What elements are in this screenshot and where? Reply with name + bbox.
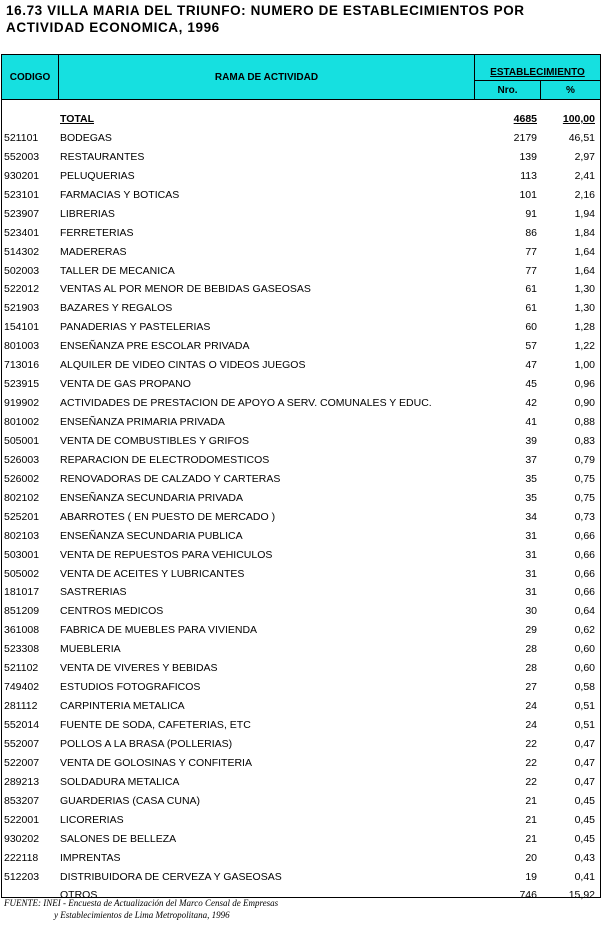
row-codigo: 521102 [4,662,39,675]
row-codigo: 521101 [4,131,39,144]
row-nro: 29 [525,624,537,637]
table-header [1,54,601,100]
header-establecimiento [475,55,600,81]
header-establecimiento-label: ESTABLECIMIENTO [490,67,585,78]
table-row [1,262,601,281]
row-pct: 1,28 [574,321,595,334]
row-nro: 31 [525,529,537,542]
row-codigo: 289213 [4,775,40,788]
row-codigo: 502003 [4,264,40,277]
row-codigo: 523401 [4,226,40,239]
table-row [1,716,601,735]
row-pct: 2,41 [574,169,595,182]
table-row [1,356,601,375]
row-codigo: 523915 [4,378,40,391]
row-pct: 46,51 [568,131,595,144]
table-row [1,470,601,489]
row-actividad: IMPRENTAS [60,851,121,864]
row-codigo: 154101 [4,321,40,334]
header-rama-actividad: RAMA DE ACTIVIDAD [59,55,475,99]
row-actividad: ENSEÑANZA PRIMARIA PRIVADA [60,416,225,428]
row-actividad: MUEBLERIA [60,643,121,656]
row-pct: 1,00 [574,359,595,372]
row-actividad: ESTUDIOS FOTOGRAFICOS [60,681,201,694]
row-actividad: TALLER DE MECANICA [60,264,175,277]
table-row [1,337,601,356]
table-body [1,110,601,905]
row-pct: 1,30 [574,283,595,296]
table-row [1,773,601,792]
row-codigo: 802103 [4,529,40,542]
row-nro: 47 [525,359,537,372]
row-pct: 0,45 [574,832,595,845]
row-pct: 1,64 [574,264,595,277]
row-nro: 61 [525,302,537,315]
source-line-1: FUENTE: INEI - Encuesta de Actualización del Marco Censal de Empresas [4,898,279,908]
row-actividad: ENSEÑANZA SECUNDARIA PRIVADA [60,491,244,504]
row-pct: 0,88 [574,416,595,428]
row-codigo: 526002 [4,472,40,485]
table-row [1,849,601,868]
row-codigo: 801002 [4,416,40,428]
table-row [1,243,601,262]
table-row [1,811,601,830]
row-codigo: 851209 [4,605,40,618]
table-row [1,565,601,584]
row-nro: 39 [525,434,537,447]
row-nro: 139 [519,150,537,163]
row-actividad: VENTA DE ACEITES Y LUBRICANTES [60,567,245,580]
row-actividad: OTROS [60,889,98,902]
row-codigo: 503001 [4,548,40,561]
row-nro: 42 [525,397,537,410]
table-row [1,659,601,678]
row-pct: 0,58 [574,681,595,694]
row-pct: 0,66 [574,567,595,580]
table-row [1,868,601,887]
row-actividad: RESTAURANTES [60,150,145,163]
row-codigo: 919902 [4,397,40,410]
row-nro: 22 [525,775,537,788]
row-nro: 60 [525,321,537,334]
row-actividad: ABARROTES ( EN PUESTO DE MERCADO ) [60,510,276,523]
row-pct: 0,41 [574,870,595,883]
row-actividad: DISTRIBUIDORA DE CERVEZA Y GASEOSAS [60,870,282,883]
row-actividad: ACTIVIDADES DE PRESTACION DE APOYO A SERV. COMUNALES Y EDUC. [60,397,432,410]
row-pct: 0,75 [574,472,595,485]
row-pct: 0,75 [574,491,595,504]
row-pct: 0,62 [574,624,595,637]
row-codigo: 523101 [4,188,40,201]
row-pct: 0,66 [574,529,595,542]
row-nro: 28 [525,643,537,656]
table-row [1,489,601,508]
row-codigo: 512203 [4,870,40,883]
row-nro: 21 [525,832,537,845]
row-codigo: 281112 [4,700,38,713]
row-nro: 113 [520,169,537,182]
row-pct: 0,66 [574,586,595,599]
table-row [1,640,601,659]
row-pct: 0,96 [574,378,595,391]
table-row [1,186,601,205]
row-nro: 22 [525,737,537,750]
row-actividad: VENTA DE VIVERES Y BEBIDAS [60,662,218,675]
row-actividad: RENOVADORAS DE CALZADO Y CARTERAS [60,472,281,485]
row-pct: 1,64 [574,245,595,258]
table-row [1,754,601,773]
header-codigo: CODIGO [2,55,59,99]
row-actividad: POLLOS A LA BRASA (POLLERIAS) [60,737,233,750]
row-codigo: 505002 [4,567,40,580]
row-actividad: ENSEÑANZA SECUNDARIA PUBLICA [60,529,243,542]
row-actividad: SALONES DE BELLEZA [60,832,177,845]
row-codigo: 552014 [4,719,40,731]
total-pct: 100,00 [562,113,595,125]
row-codigo: 523907 [4,207,40,220]
row-codigo: 930202 [4,832,40,845]
table-row [1,318,601,337]
table-row [1,830,601,849]
row-codigo: 521903 [4,302,40,315]
title-line-1: 16.73 VILLA MARIA DEL TRIUNFO: NUMERO DE ESTABLECIMIENTOS POR [6,3,525,18]
row-pct: 0,60 [574,643,595,656]
row-pct: 0,79 [574,453,595,466]
row-nro: 31 [525,567,537,580]
row-pct: 0,51 [574,700,595,713]
row-pct: 0,45 [574,794,595,807]
row-nro: 101 [519,188,537,201]
row-pct: 0,60 [574,662,595,675]
row-nro: 35 [525,472,537,485]
row-pct: 1,22 [574,340,595,353]
row-nro: 77 [525,264,537,277]
row-actividad: MADERERAS [60,245,127,258]
row-pct: 0,90 [574,397,595,410]
row-actividad: CARPINTERIA METALICA [60,700,185,713]
row-pct: 0,47 [574,737,595,750]
table-row [1,678,601,697]
row-codigo: 930201 [4,169,40,182]
title-line-2: ACTIVIDAD ECONOMICA, 1996 [6,20,220,35]
row-codigo: 526003 [4,453,40,466]
row-actividad: LICORERIAS [60,813,124,826]
row-codigo: 801003 [4,340,40,353]
row-codigo: 522007 [4,756,40,769]
row-nro: 34 [525,510,537,523]
row-actividad: BAZARES Y REGALOS [60,302,173,315]
table-row [1,280,601,299]
row-codigo: 222118 [4,851,39,864]
table-row [1,508,601,527]
total-label: TOTAL [60,113,95,125]
table-row [1,621,601,640]
table-row [1,299,601,318]
row-pct: 0,45 [574,813,595,826]
row-nro: 91 [525,207,537,220]
row-codigo: 181017 [4,586,40,599]
row-nro: 86 [525,226,537,239]
table-title [6,2,596,36]
source-note [4,897,278,921]
row-nro: 19 [525,870,537,883]
row-codigo: 525201 [4,510,40,523]
table-row [1,432,601,451]
table-row [1,167,601,186]
table-row [1,602,601,621]
row-actividad: GUARDERIAS (CASA CUNA) [60,794,201,807]
row-actividad: VENTA DE GOLOSINAS Y CONFITERIA [60,756,252,769]
table-row [1,375,601,394]
table-row [1,735,601,754]
total-nro: 4685 [513,113,537,125]
table-row [1,224,601,243]
table-row [1,583,601,602]
row-nro: 24 [525,719,537,731]
row-actividad: VENTA DE COMBUSTIBLES Y GRIFOS [60,434,250,447]
row-nro: 31 [525,586,537,599]
table-row [1,697,601,716]
row-pct: 2,97 [574,150,595,163]
row-codigo: 853207 [4,794,40,807]
source-line-2: y Establecimientos de Lima Metropolitana, 1996 [54,910,230,920]
row-actividad: BODEGAS [60,131,112,144]
row-nro: 2179 [513,131,537,144]
row-nro: 57 [525,340,537,353]
row-nro: 35 [525,491,537,504]
row-codigo: 523308 [4,643,40,656]
row-nro: 30 [525,605,537,618]
row-actividad: PELUQUERIAS [60,169,135,182]
row-pct: 2,16 [574,188,595,201]
table-row [1,546,601,565]
row-pct: 15,92 [568,889,595,902]
row-actividad: FUENTE DE SODA, CAFETERIAS, ETC [60,719,251,731]
row-nro: 77 [525,245,537,258]
table-row [1,148,601,167]
table-row [1,792,601,811]
row-nro: 45 [525,378,537,391]
total-row [1,110,601,129]
row-actividad: ENSEÑANZA PRE ESCOLAR PRIVADA [60,340,250,353]
row-codigo: 522012 [4,283,40,296]
row-actividad: VENTA DE GAS PROPANO [60,378,191,391]
table-row [1,394,601,413]
row-nro: 24 [525,700,537,713]
row-codigo: 505001 [4,434,40,447]
row-actividad: ALQUILER DE VIDEO CINTAS O VIDEOS JUEGOS [60,359,306,372]
row-actividad: SOLDADURA METALICA [60,775,180,788]
header-pct: % [566,84,575,96]
row-nro: 31 [525,548,537,561]
row-actividad: VENTA DE REPUESTOS PARA VEHICULOS [60,548,273,561]
row-codigo: 749402 [4,681,40,694]
row-actividad: LIBRERIAS [60,207,115,220]
table-row [1,129,601,148]
row-pct: 0,51 [574,719,595,731]
row-codigo: 552007 [4,737,40,750]
row-pct: 0,83 [574,434,595,447]
row-nro: 61 [525,283,537,296]
row-pct: 0,73 [574,510,595,523]
table-row [1,413,601,432]
table-row [1,451,601,470]
row-pct: 0,64 [574,605,595,618]
row-pct: 0,43 [574,851,595,864]
row-codigo: 713016 [4,359,40,372]
row-nro: 41 [525,416,537,428]
header-nro: Nro. [475,81,541,99]
row-nro: 28 [525,662,537,675]
row-nro: 37 [525,453,537,466]
row-actividad: SASTRERIAS [60,586,127,599]
row-pct: 0,66 [574,548,595,561]
row-codigo: 514302 [4,245,40,258]
row-nro: 21 [525,813,537,826]
row-codigo: 802102 [4,491,40,504]
row-nro: 27 [525,681,537,694]
row-actividad: VENTAS AL POR MENOR DE BEBIDAS GASEOSAS [60,283,311,296]
row-actividad: CENTROS MEDICOS [60,605,164,618]
row-codigo: 361008 [4,624,40,637]
row-pct: 1,94 [574,207,595,220]
row-pct: 1,30 [574,302,595,315]
table-row [1,205,601,224]
row-pct: 1,84 [574,226,595,239]
row-codigo: 522001 [4,813,40,826]
row-nro: 20 [525,851,537,864]
row-nro: 21 [525,794,537,807]
row-actividad: PANADERIAS Y PASTELERIAS [60,321,211,334]
table-row [1,527,601,546]
row-pct: 0,47 [574,756,595,769]
row-pct: 0,47 [574,775,595,788]
row-actividad: FERRETERIAS [60,226,134,239]
row-actividad: FARMACIAS Y BOTICAS [60,188,180,201]
row-nro: 746 [519,889,537,902]
row-nro: 22 [525,756,537,769]
row-actividad: REPARACION DE ELECTRODOMESTICOS [60,453,270,466]
row-codigo: 552003 [4,150,40,163]
row-actividad: FABRICA DE MUEBLES PARA VIVIENDA [60,624,258,637]
